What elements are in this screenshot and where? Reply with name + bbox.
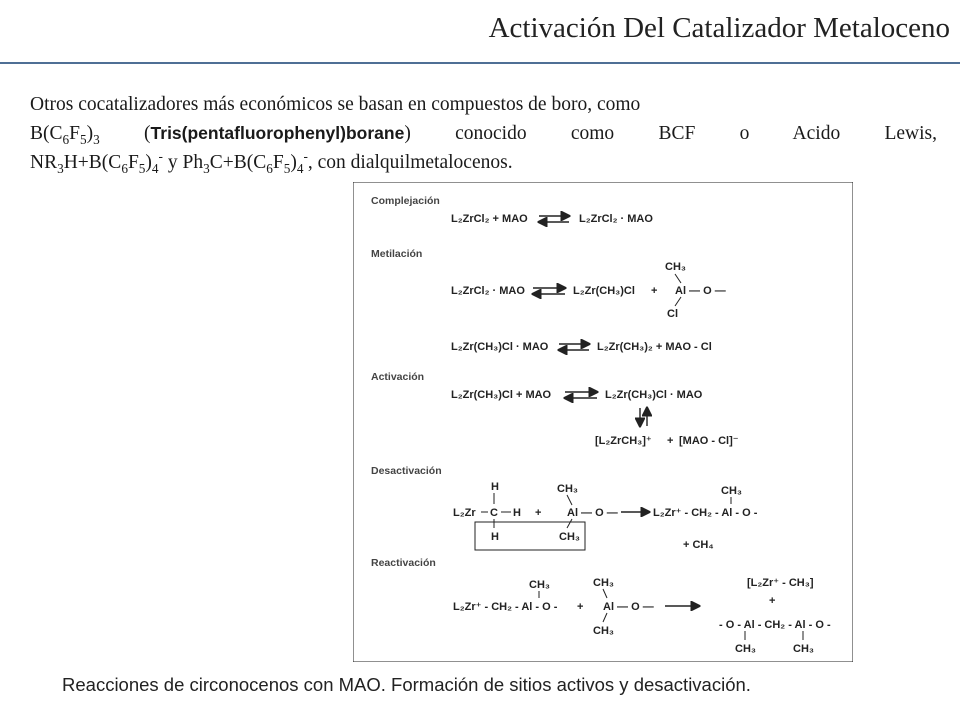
intro-paragraph <box>30 90 937 177</box>
reactivacion-ch3-top: CH₃ <box>593 577 614 589</box>
reaction-scheme-svg <box>353 182 853 662</box>
section-desactivacion: Desactivación <box>371 465 442 477</box>
reactivacion-prod-chain: - O - Al - CH₂ - Al - O - <box>719 619 831 631</box>
paragraph-line-3: $NR_3H+B(C_6F_5)_4^-$ y $Ph_3C+B(C_6F_5)_4^-$, con dialquilmetalocenos. <box>30 148 513 176</box>
reactivacion-prod-ch3-b: CH₃ <box>793 643 814 655</box>
desactivacion-h-bottom: H <box>491 531 499 543</box>
desactivacion-plus: + <box>535 507 542 519</box>
formula-bcf: $B(C_6F_5)_3$ <box>30 123 100 147</box>
complejacion-left: L₂ZrCl₂ + MAO <box>451 213 528 225</box>
section-complejacion: Complejación <box>371 195 440 207</box>
metilacion-al-o: Al — O — <box>675 285 726 297</box>
section-activacion: Activación <box>371 371 425 383</box>
desactivacion-c: C <box>490 507 498 519</box>
desactivacion-product-ch3: CH₃ <box>721 485 742 497</box>
metilacion-ch3: CH₃ <box>665 261 686 273</box>
activacion-left: L₂Zr(CH₃)Cl + MAO <box>451 389 552 401</box>
paragraph-line-1: Otros cocatalizadores más económicos se basan en compuestos de boro, como <box>30 94 641 115</box>
desactivacion-product: L₂Zr⁺ - CH₂ - Al - O - <box>653 507 758 519</box>
reactivacion-prod-plus: + <box>769 595 776 607</box>
complejacion-right: L₂ZrCl₂ · MAO <box>579 213 653 225</box>
paragraph-line-2: $B(C_6F_5)_3$ (Tris(pentafluorophenyl)borane) conocido como BCF o Acido Lewis, <box>30 123 937 147</box>
figure-caption: Reacciones de circonocenos con MAO. Formación de sitios activos y desactivación. <box>62 674 751 695</box>
activacion-anion: [MAO - Cl]⁻ <box>679 435 739 447</box>
desactivacion-lzr: L₂Zr <box>453 507 476 519</box>
reactivacion-left: L₂Zr⁺ - CH₂ - Al - O - <box>453 601 558 613</box>
slide-title: Activación Del Catalizador Metaloceno <box>488 12 950 44</box>
reactivacion-prod-top: [L₂Zr⁺ - CH₃] <box>747 577 814 589</box>
compound-name: Tris(pentafluorophenyl)borane <box>150 123 405 143</box>
reactivacion-left-ch3: CH₃ <box>529 579 550 591</box>
reaction-scheme <box>353 182 853 662</box>
reactivacion-prod-ch3-a: CH₃ <box>735 643 756 655</box>
section-reactivacion: Reactivación <box>371 557 436 569</box>
section-metilacion: Metilación <box>371 248 423 260</box>
title-divider <box>0 62 960 64</box>
metilacion-plus: + <box>651 285 658 297</box>
metilacion-r2-left: L₂Zr(CH₃)Cl · MAO <box>451 341 549 353</box>
desactivacion-al-o: Al — O — <box>567 507 618 519</box>
metilacion-r1-left: L₂ZrCl₂ · MAO <box>451 285 525 297</box>
desactivacion-h-right: H <box>513 507 521 519</box>
desactivacion-ch3-top: CH₃ <box>557 483 578 495</box>
reactivacion-plus: + <box>577 601 584 613</box>
desactivacion-ch3-bottom: CH₃ <box>559 531 580 543</box>
desactivacion-byproduct: + CH₄ <box>683 539 714 551</box>
desactivacion-h-top: H <box>491 481 499 493</box>
reactivacion-ch3-bottom: CH₃ <box>593 625 614 637</box>
activacion-right: L₂Zr(CH₃)Cl · MAO <box>605 389 703 401</box>
activacion-plus: + <box>667 435 674 447</box>
metilacion-cl: Cl <box>667 308 678 320</box>
activacion-cation: [L₂ZrCH₃]⁺ <box>595 435 652 447</box>
reactivacion-al-o: Al — O — <box>603 601 654 613</box>
metilacion-r1-right: L₂Zr(CH₃)Cl <box>573 285 635 297</box>
metilacion-r2-right: L₂Zr(CH₃)₂ + MAO - Cl <box>597 341 712 353</box>
